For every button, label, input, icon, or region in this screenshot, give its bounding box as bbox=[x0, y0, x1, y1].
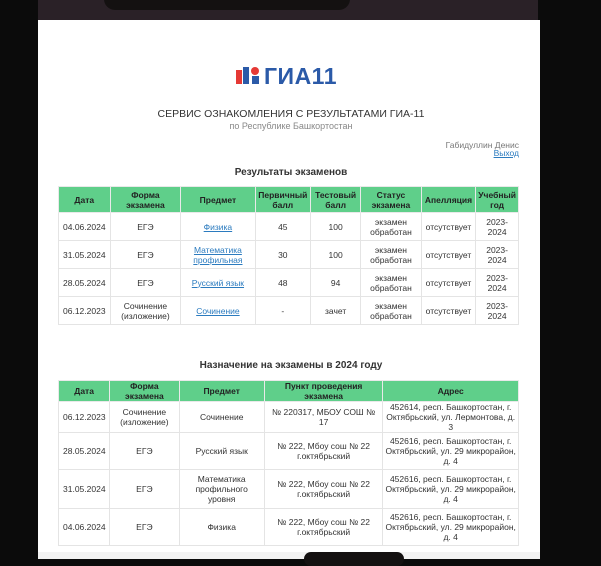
cell-point: № 222, Мбоу сош № 22 г.октябрьский bbox=[264, 470, 383, 509]
cell-status: экзамен обработан bbox=[361, 297, 422, 325]
cell-form: Сочинение (изложение) bbox=[110, 402, 179, 433]
user-name: Габидуллин Денис bbox=[445, 140, 519, 150]
cell-primary: 45 bbox=[255, 213, 311, 241]
cell-year: 2023-2024 bbox=[476, 269, 519, 297]
cell-subject: Сочинение bbox=[179, 402, 264, 433]
cell-status: экзамен обработан bbox=[361, 213, 422, 241]
cell-primary: 30 bbox=[255, 241, 311, 269]
cell-primary: - bbox=[255, 297, 311, 325]
cell-appeal: отсутствует bbox=[421, 269, 475, 297]
logo-text: ГИА11 bbox=[264, 63, 337, 89]
cell-test: зачет bbox=[311, 297, 361, 325]
cell-year: 2023-2024 bbox=[476, 297, 519, 325]
cell-form: ЕГЭ bbox=[110, 241, 181, 269]
cell-subject bbox=[181, 213, 255, 241]
cell-subject bbox=[181, 241, 255, 269]
cell-date: 28.05.2024 bbox=[59, 433, 110, 470]
cell-form: ЕГЭ bbox=[110, 213, 181, 241]
col-point: Пункт проведения экзамена bbox=[264, 381, 383, 402]
cell-date: 28.05.2024 bbox=[59, 269, 111, 297]
cell-year: 2023-2024 bbox=[476, 241, 519, 269]
subject-link[interactable]: Математика профильная bbox=[193, 244, 243, 265]
cell-address: 452616, респ. Башкортостан, г. Октябрьский, ул. 29 микрорайон, д. 4 bbox=[383, 433, 519, 470]
col-appeal: Апелляция bbox=[421, 187, 475, 213]
cell-date: 06.12.2023 bbox=[59, 297, 111, 325]
cell-subject: Физика bbox=[179, 509, 264, 546]
cell-point: № 220317, МБОУ СОШ № 17 bbox=[264, 402, 383, 433]
assignments-title: Назначение на экзамены в 2024 году bbox=[199, 360, 383, 371]
bottom-separator bbox=[38, 552, 540, 559]
subject-link[interactable]: Физика bbox=[203, 221, 233, 232]
col-test: Тестовый балл bbox=[311, 187, 361, 213]
cell-date: 04.06.2024 bbox=[59, 509, 110, 546]
subject-link[interactable]: Сочинение bbox=[196, 305, 240, 316]
cell-status: экзамен обработан bbox=[361, 241, 422, 269]
cell-address: 452616, респ. Башкортостан, г. Октябрьский, ул. 29 микрорайон, д. 4 bbox=[383, 509, 519, 546]
col-subject: Предмет bbox=[179, 381, 264, 402]
cell-test: 100 bbox=[311, 241, 361, 269]
top-pill bbox=[104, 0, 350, 10]
bottom-pill bbox=[304, 552, 404, 566]
cell-point: № 222, Мбоу сош № 22 г.октябрьский bbox=[264, 509, 383, 546]
table-row bbox=[59, 213, 519, 241]
cell-subject: Математика профильного уровня bbox=[179, 470, 264, 509]
subject-link[interactable]: Русский язык bbox=[191, 277, 245, 288]
cell-address: 452616, респ. Башкортостан, г. Октябрьский, ул. 29 микрорайон, д. 4 bbox=[383, 470, 519, 509]
cell-year: 2023-2024 bbox=[476, 213, 519, 241]
assignments-table bbox=[58, 380, 519, 546]
table-row bbox=[59, 402, 519, 433]
col-address: Адрес bbox=[383, 381, 519, 402]
table-row bbox=[59, 509, 519, 546]
cell-form: Сочинение (изложение) bbox=[110, 297, 181, 325]
logo-mark-icon bbox=[236, 66, 262, 86]
cell-form: ЕГЭ bbox=[110, 509, 179, 546]
col-date: Дата bbox=[59, 381, 110, 402]
results-title: Результаты экзаменов bbox=[234, 167, 348, 178]
col-form: Форма экзамена bbox=[110, 187, 181, 213]
cell-appeal: отсутствует bbox=[421, 297, 475, 325]
table-row bbox=[59, 297, 519, 325]
cell-status: экзамен обработан bbox=[361, 269, 422, 297]
table-row bbox=[59, 241, 519, 269]
cell-form: ЕГЭ bbox=[110, 269, 181, 297]
col-date: Дата bbox=[59, 187, 111, 213]
cell-address: 452614, респ. Башкортостан, г. Октябрьский, ул. Лермонтова, д. 3 bbox=[383, 402, 519, 433]
cell-date: 31.05.2024 bbox=[59, 470, 110, 509]
cell-subject bbox=[181, 269, 255, 297]
cell-date: 06.12.2023 bbox=[59, 402, 110, 433]
cell-test: 100 bbox=[311, 213, 361, 241]
table-row bbox=[59, 433, 519, 470]
service-title: СЕРВИС ОЗНАКОМЛЕНИЯ С РЕЗУЛЬТАТАМИ ГИА-11 bbox=[157, 108, 425, 120]
gia-logo bbox=[236, 63, 346, 89]
cell-appeal: отсутствует bbox=[421, 213, 475, 241]
table-row bbox=[59, 470, 519, 509]
cell-appeal: отсутствует bbox=[421, 241, 475, 269]
logout-link[interactable]: Выход bbox=[493, 148, 519, 158]
cell-point: № 222, Мбоу сош № 22 г.октябрьский bbox=[264, 433, 383, 470]
cell-subject: Русский язык bbox=[179, 433, 264, 470]
cell-primary: 48 bbox=[255, 269, 311, 297]
cell-date: 04.06.2024 bbox=[59, 213, 111, 241]
cell-form: ЕГЭ bbox=[110, 470, 179, 509]
col-primary: Первичный балл bbox=[255, 187, 311, 213]
results-table bbox=[58, 186, 519, 325]
col-subject: Предмет bbox=[181, 187, 255, 213]
cell-subject bbox=[181, 297, 255, 325]
table-row bbox=[59, 269, 519, 297]
col-status: Статус экзамена bbox=[361, 187, 422, 213]
service-subtitle: по Республике Башкортостан bbox=[229, 121, 353, 131]
cell-test: 94 bbox=[311, 269, 361, 297]
cell-date: 31.05.2024 bbox=[59, 241, 111, 269]
cell-form: ЕГЭ bbox=[110, 433, 179, 470]
col-form: Форма экзамена bbox=[110, 381, 179, 402]
col-year: Учебный год bbox=[476, 187, 519, 213]
